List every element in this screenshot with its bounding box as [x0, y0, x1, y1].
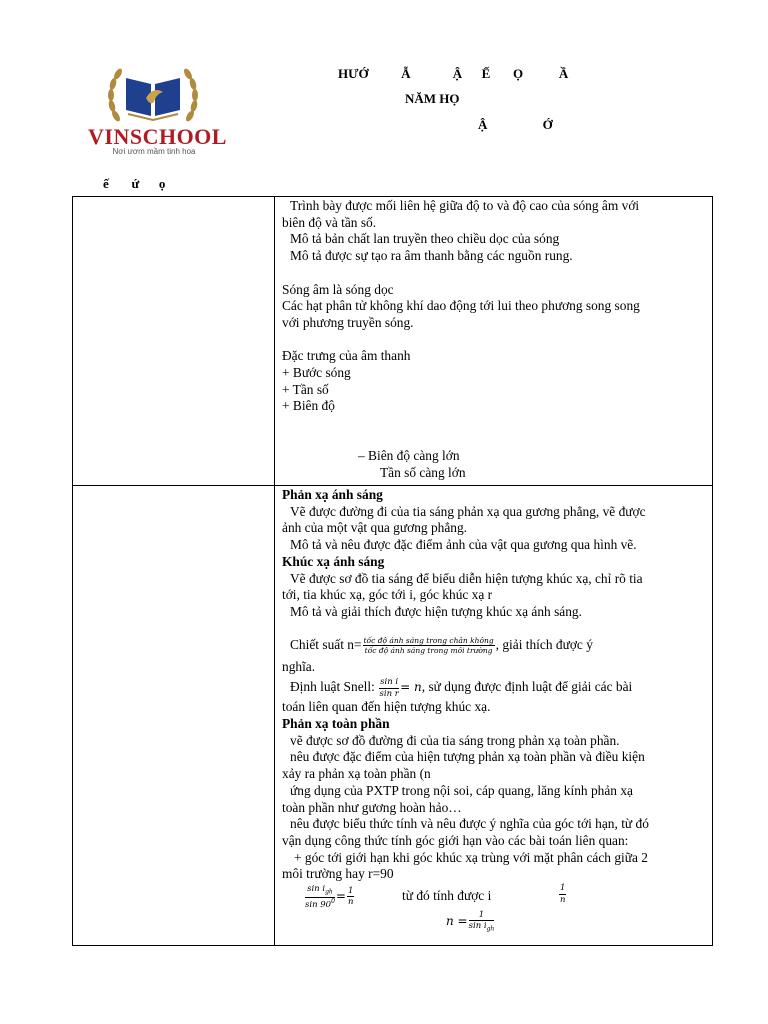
text-line: biên độ và tần số.: [282, 214, 377, 230]
text-line: Mô tả được sự tạo ra âm thanh bằng các nguồn rung.: [290, 248, 573, 264]
fraction-denominator: sin r: [379, 688, 399, 699]
content-table: [72, 196, 713, 946]
logo-wordmark: VINSCHOOL: [88, 124, 227, 149]
table-cell-left: [73, 197, 275, 486]
text-line: Đặc trưng của âm thanh: [282, 348, 411, 364]
text-line: Các hạt phân tử không khí dao động tới lui theo phương song song: [282, 298, 640, 314]
text-line: Mô tả bản chất lan truyền theo chiều dọc của sóng: [290, 231, 560, 247]
doc-subtitle: ế ứ ọ: [103, 176, 166, 191]
doc-title-line1: HƯỚ Ẫ Ậ Ế Ọ Ầ: [338, 66, 569, 81]
text-line: vận dụng công thức tính góc giới hạn vào các bài toán liên quan:: [282, 832, 629, 848]
text-line: ảnh của một vật qua gương phẳng.: [282, 520, 468, 536]
fraction-denominator: sin 90: [305, 899, 332, 910]
fraction-denominator: tốc độ ánh sáng trong môi trường: [364, 646, 493, 656]
refractive-index-fraction: [363, 637, 495, 655]
text-fragment: từ đó tính được i: [402, 888, 492, 904]
text-line: môi trường hay r=90: [282, 866, 394, 882]
text-line: Tần số càng lớn: [380, 465, 466, 481]
superscript: 0: [331, 897, 335, 905]
text-line: nghĩa.: [282, 658, 316, 674]
text-line: – Biên độ càng lớn: [358, 448, 460, 464]
subscript: gh: [486, 926, 495, 934]
refractive-index-line: [282, 631, 706, 659]
n-fraction: [469, 911, 495, 933]
doc-title-line2: NĂM HỌ: [405, 91, 460, 106]
table-cell-content: [275, 197, 713, 486]
text-line: vẽ được sơ đồ đường đi của tia sáng trong phản xạ toàn phần.: [290, 732, 620, 748]
text-line: toán liên quan đến hiện tượng khúc xạ.: [282, 699, 491, 715]
n-equals: n =: [446, 914, 468, 929]
n-formula-line: [282, 909, 706, 933]
snell-fraction: [379, 678, 399, 698]
text-line: Vẽ được sơ đồ tia sáng để biểu diễn hiện tượng khúc xạ, chỉ rõ tia: [290, 570, 643, 586]
subscript: gh: [325, 888, 333, 896]
text-line: + Tần số: [282, 381, 329, 397]
text-fragment: , sử dụng được định luật để giải các bài: [421, 679, 633, 695]
text-line: tới, tia khúc xạ, góc tới i, góc khúc xạ r: [282, 587, 493, 603]
text-line: + góc tới giới hạn khi góc khúc xạ trùng với mặt phân cách giữa 2: [294, 849, 648, 865]
fraction-denominator: sin i: [468, 921, 487, 932]
text-line: Vẽ được đường đi của tia sáng phản xạ qua gương phẳng, vẽ được: [290, 503, 646, 519]
text-line: Sóng âm là sóng dọc: [282, 281, 394, 297]
critical-angle-fraction: [305, 885, 335, 909]
fraction-numerator: 1: [469, 911, 495, 922]
section-heading: Khúc xạ ánh sáng: [282, 553, 385, 569]
table-row: [73, 197, 713, 486]
snell-equals: = n: [400, 680, 422, 695]
table-row: [73, 486, 713, 946]
table-cell-content: [275, 486, 713, 946]
doc-title-line3: Ậ Ớ: [478, 117, 553, 132]
fraction-numerator: sin i: [380, 677, 399, 688]
fraction-denominator: n: [347, 897, 354, 908]
text-line: nêu được đặc điểm của hiện tượng phản xạ toàn phần và điều kiện: [290, 749, 645, 765]
section-heading: Phản xạ toàn phần: [282, 716, 390, 732]
logo-tagline: Nơi ươm mầm tinh hoa: [112, 147, 196, 156]
text-fragment: Chiết suất n=: [290, 636, 362, 652]
inverse-n-fraction: [559, 884, 566, 904]
fraction-denominator: n: [559, 894, 566, 905]
text-fragment: , giải thích được ý: [495, 636, 593, 652]
text-line: với phương truyền sóng.: [282, 314, 414, 330]
inverse-n-fraction: [347, 887, 354, 907]
text-line: Trình bày được mối liên hệ giữa độ to và độ cao của sóng âm với: [290, 198, 640, 213]
fraction-numerator: 1: [347, 885, 354, 896]
equals-sign: =: [335, 889, 346, 904]
text-line: nêu được biểu thức tính và nêu được ý nghĩa của góc tới hạn, từ đó: [290, 816, 649, 832]
table-cell-left: [73, 486, 275, 946]
text-line: + Bước sóng: [282, 365, 351, 380]
critical-angle-line: [282, 883, 706, 909]
text-line: Mô tả và nêu được đặc điểm ảnh của vật qua gương qua hình vẽ.: [290, 537, 637, 553]
text-line: toàn phần như gương hoàn hảo…: [282, 799, 462, 815]
fraction-numerator: 1: [560, 883, 566, 894]
fraction-numerator: tốc độ ánh sáng trong chân không: [363, 635, 494, 645]
fraction-numerator: sin i: [307, 883, 326, 894]
snell-line: [282, 675, 706, 699]
text-fragment: Định luật Snell:: [290, 679, 379, 695]
text-line: ứng dụng của PXTP trong nội soi, cáp quang, lăng kính phản xạ: [290, 782, 633, 798]
section-heading: Phản xạ ánh sáng: [282, 487, 383, 502]
text-line: Mô tả và giải thích được hiện tượng khúc xạ ánh sáng.: [290, 603, 582, 619]
text-line: + Biên độ: [282, 398, 335, 414]
text-line: xảy ra phản xạ toàn phần (n: [282, 766, 431, 782]
